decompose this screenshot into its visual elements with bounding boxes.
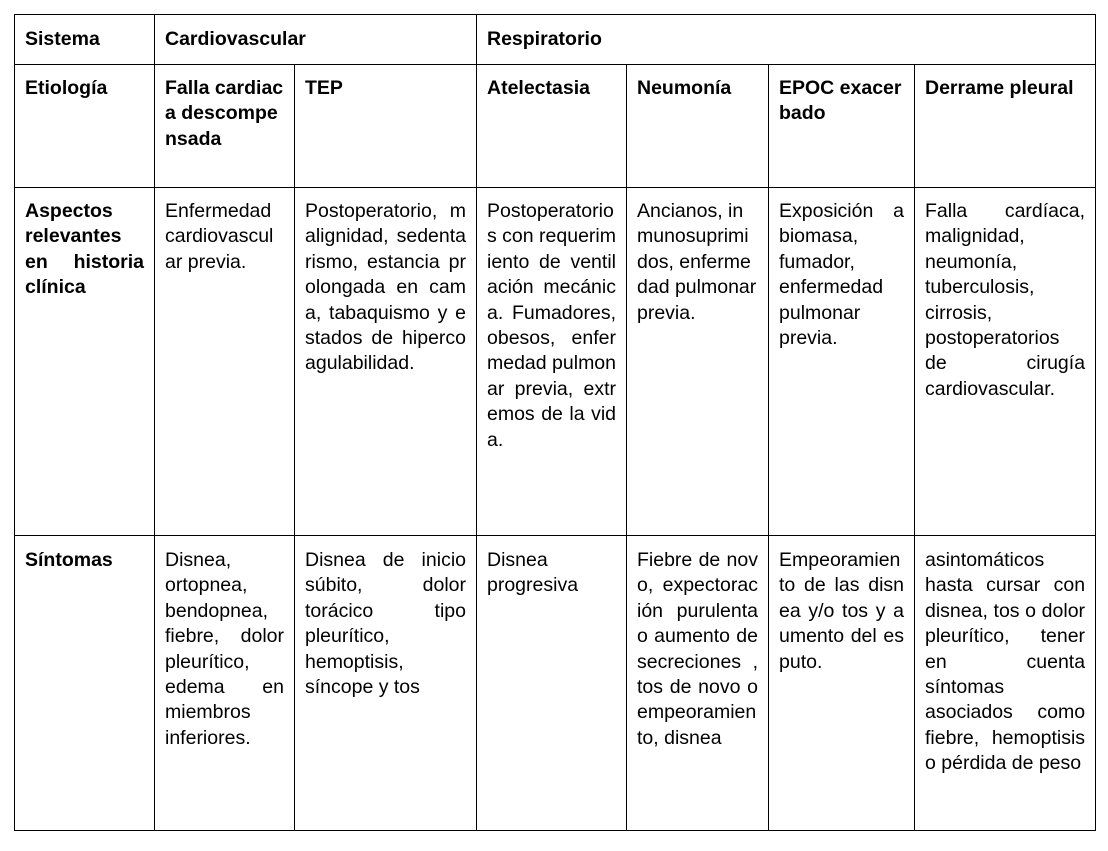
symptoms-epoc: Empeoramiento de las disnea y/o tos y aumento del esputo.: [769, 536, 915, 831]
sintomas-label: Síntomas: [15, 536, 155, 831]
history-epoc: Exposición a biomasa, fumador, enfermedad pulmonar previa.: [769, 188, 915, 536]
symptoms-atelectasia: Disnea progresiva: [477, 536, 627, 831]
etiology-epoc: EPOC exacerbado: [769, 65, 915, 188]
table-row-etiologia: [15, 65, 1096, 188]
symptoms-neumonia: Fiebre de novo, expectoración purulenta o aumento de secreciones , tos de novo o empeoramiento, disnea: [627, 536, 769, 831]
symptoms-derrame: asintomáticos hasta cursar con disnea, tos o dolor pleurítico, tener en cuenta síntomas asociados como fiebre, hemoptisis o pérdida de peso: [915, 536, 1096, 831]
respiratorio-header: Respiratorio: [477, 15, 1096, 65]
table-row-historia: [15, 188, 1096, 536]
etiology-derrame: Derrame pleural: [915, 65, 1096, 188]
etiology-tep: TEP: [295, 65, 477, 188]
history-falla-cardiaca: Enfermedad cardiovascular previa.: [155, 188, 295, 536]
history-neumonia: Ancianos, inmunosuprimidos, enfermedad pulmonar previa.: [627, 188, 769, 536]
history-tep: Postoperatorio, malignidad, sedentarismo, estancia prolongada en cama, tabaquismo y estados de hipercoagulabilidad.: [295, 188, 477, 536]
etiology-neumonia: Neumonía: [627, 65, 769, 188]
cardiovascular-header: Cardiovascular: [155, 15, 477, 65]
historia-label: Aspectos relevantes en historia clínica: [15, 188, 155, 536]
symptoms-tep: Disnea de inicio súbito, dolor torácico tipo pleurítico, hemoptisis, síncope y tos: [295, 536, 477, 831]
symptoms-falla-cardiaca: Disnea, ortopnea, bendopnea, fiebre, dolor pleurítico, edema en miembros inferiores.: [155, 536, 295, 831]
history-derrame: Falla cardíaca, malignidad, neumonía, tuberculosis, cirrosis, postoperatorios de cirugía cardiovascular.: [915, 188, 1096, 536]
sistema-header: Sistema: [15, 15, 155, 65]
etiology-falla-cardiaca: Falla cardiaca descompensada: [155, 65, 295, 188]
etiology-atelectasia: Atelectasia: [477, 65, 627, 188]
history-atelectasia: Postoperatorios con requerimiento de ventilación mecánica. Fumadores, obesos, enfermedad pulmonar previa, extremos de la vida.: [477, 188, 627, 536]
etiologia-label: Etiología: [15, 65, 155, 188]
comparison-table: [14, 14, 1096, 831]
table-row-sistema: [15, 15, 1096, 65]
table-row-sintomas: [15, 536, 1096, 831]
